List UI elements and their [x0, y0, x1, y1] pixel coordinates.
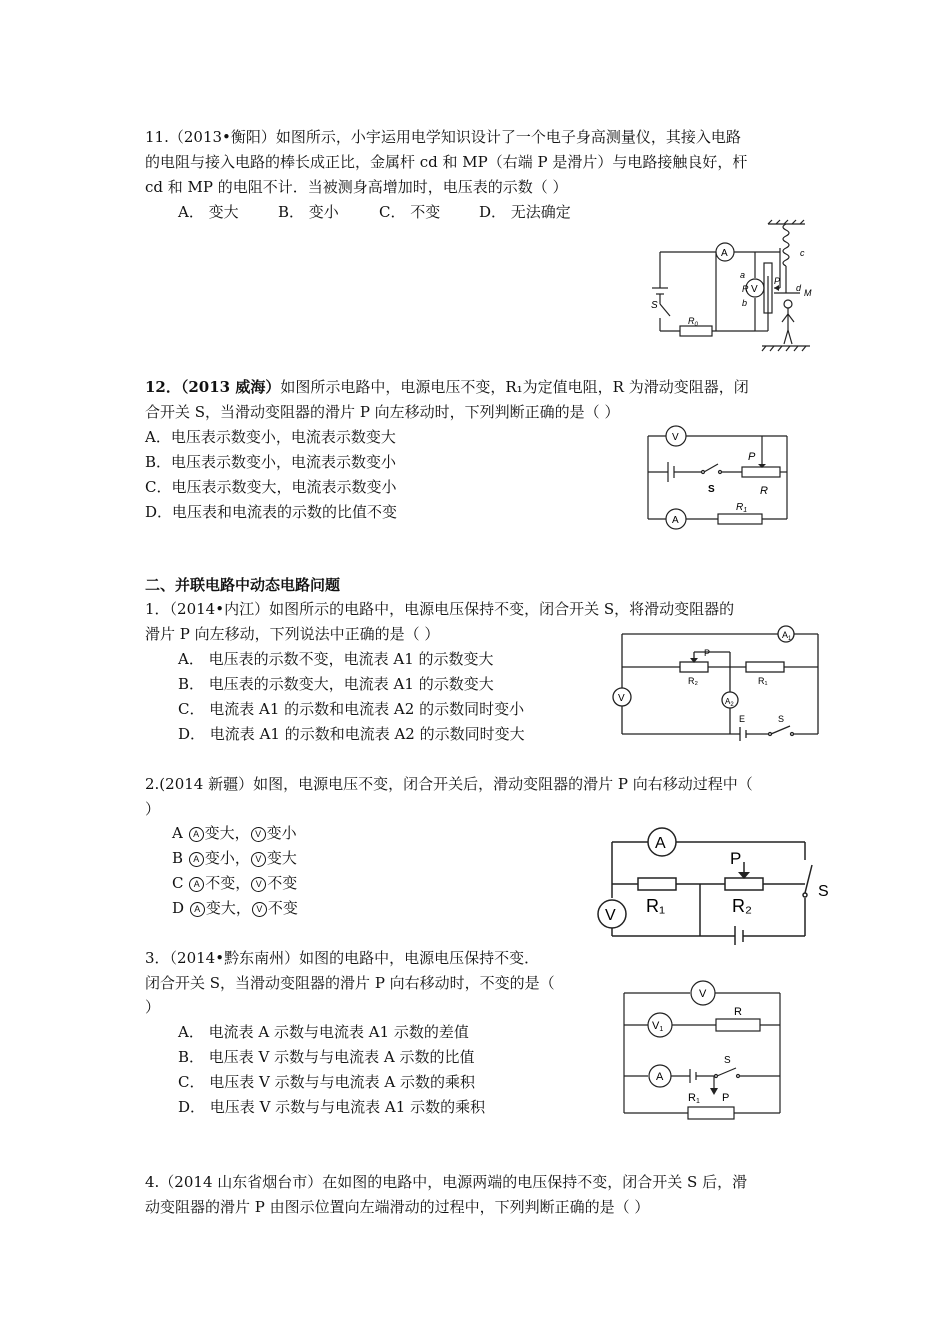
p1-p-label: P	[704, 648, 711, 658]
p3-s-label: S	[724, 1055, 731, 1066]
p3-p-label: P	[722, 1092, 730, 1104]
p3-option-d: D． 电压表 V 示数与与电流表 A1 示数的乘积	[178, 1098, 486, 1116]
q11-r-label: R	[742, 284, 749, 294]
q12-option-a: A．电压表示数变小，电流表示数变大	[145, 428, 396, 446]
q12-circuit-figure	[640, 420, 795, 535]
p3-r1-label: R1	[688, 1092, 700, 1105]
q12-line-1	[145, 376, 749, 398]
voltmeter-icon: V	[251, 877, 266, 892]
p2-circuit-figure	[590, 820, 840, 945]
p4-line-1: 4.（2014 山东省烟台市）在如图的电路中，电源两端的电压保持不变，闭合开关 S 后，滑	[145, 1173, 748, 1191]
p3-line-3: ）	[145, 998, 161, 1016]
p1-r1-label: R₁	[758, 676, 768, 686]
q12-voltmeter-label: V	[672, 432, 679, 443]
p2-p-label: P	[730, 849, 742, 868]
p1-a2-label: $A_2$	[725, 697, 734, 708]
p1-e-label: E	[739, 714, 746, 724]
q12-option-b: B．电压表示数变小，电流表示数变小	[145, 453, 397, 471]
p2-r2-label: R₂	[732, 896, 752, 916]
q11-option-b: B． 变小	[278, 203, 339, 221]
p2-voltmeter-label: V	[605, 907, 616, 924]
p3-option-a: A． 电流表 A 示数与电流表 A1 示数的差值	[178, 1023, 469, 1041]
q12-line-1-rest: 如图所示电路中，电源电压不变，R₁为定值电阻，R 为滑动变阻器，闭	[280, 378, 749, 396]
ammeter-icon: A	[190, 902, 205, 917]
q12-r1-label: $R_1$	[736, 502, 748, 514]
q11-a-label: a	[740, 270, 746, 280]
p1-option-b: B． 电压表的示数变大，电流表 A1 的示数变大	[178, 675, 494, 693]
p1-option-c: C． 电流表 A1 的示数和电流表 A2 的示数同时变小	[178, 700, 525, 718]
p2-option-c: C A 不变， V 不变	[172, 874, 298, 892]
p3-v1-label: V1	[652, 1020, 664, 1033]
ammeter-icon: A	[189, 877, 204, 892]
p1-option-a: A． 电压表的示数不变，电流表 A1 的示数变大	[178, 650, 494, 668]
p2-s-label: S	[818, 883, 829, 900]
q12-ammeter-label: A	[672, 515, 679, 526]
p2-line-1: 2.(2014 新疆）如图，电源电压不变，闭合开关后，滑动变阻器的滑片 P 向右移动过程中（	[145, 775, 753, 793]
p1-s-label: S	[778, 714, 785, 724]
q12-p-label: P	[748, 451, 756, 463]
p2-option-a: A A 变大， V 变小	[172, 824, 297, 842]
p1-line-1: 1．（2014•内江）如图所示的电路中，电源电压保持不变，闭合开关 S，将滑动变阻器的	[145, 600, 735, 618]
p1-a1-label: $A_1$	[782, 630, 792, 642]
q11-m-label: M	[804, 288, 812, 298]
q11-switch-label: S	[651, 300, 658, 311]
p3-option-b: B． 电压表 V 示数与与电流表 A 示数的比值	[178, 1048, 475, 1066]
q11-option-d: D． 无法确定	[479, 203, 571, 221]
q11-p-label: P	[774, 276, 781, 286]
q11-d-label: d	[796, 283, 802, 293]
p3-line-1: 3．（2014•黔东南州）如图的电路中，电源电压保持不变．	[145, 949, 540, 967]
q11-option-a: A． 变大	[178, 203, 239, 221]
q11-height-meter-figure	[650, 218, 820, 356]
q12-r-label: R	[760, 485, 768, 497]
p1-voltmeter-label: V	[618, 693, 625, 704]
voltmeter-icon: V	[251, 827, 266, 842]
p2-line-2: ）	[145, 800, 161, 818]
p2-option-d: D A 变大， V 不变	[172, 899, 298, 917]
q12-head: 12．（2013 威海）	[145, 378, 281, 396]
section-2-title: 二、并联电路中动态电路问题	[145, 576, 341, 594]
voltmeter-icon: V	[252, 902, 267, 917]
ammeter-icon: A	[189, 827, 204, 842]
ammeter-icon: A	[189, 852, 204, 867]
p3-line-2: 闭合开关 S，当滑动变阻器的滑片 P 向右移动时，不变的是（	[145, 974, 555, 992]
q11-b-label: b	[742, 298, 748, 308]
q11-option-c: C． 不变	[379, 203, 441, 221]
p1-circuit-figure	[608, 622, 823, 742]
p3-r-label: R	[734, 1006, 742, 1018]
p3-circuit-figure	[618, 975, 788, 1125]
q12-option-d: D．电压表和电流表的示数的比值不变	[145, 503, 398, 521]
q11-line-1: 11.（2013•衡阳）如图所示，小宇运用电学知识设计了一个电子身高测量仪，其接入电路	[145, 128, 741, 146]
q11-ammeter-label: A	[721, 248, 728, 259]
p2-option-b: B A 变小， V 变大	[172, 849, 297, 867]
p2-r1-label: R₁	[646, 896, 666, 916]
q11-line-3: cd 和 MP 的电阻不计．当被测身高增加时，电压表的示数（ ）	[145, 178, 568, 196]
q12-option-c: C．电压表示数变大，电流表示数变小	[145, 478, 397, 496]
p3-option-c: C． 电压表 V 示数与与电流表 A 示数的乘积	[178, 1073, 475, 1091]
p3-voltmeter-label: V	[699, 988, 707, 1000]
p1-line-2: 滑片 P 向左移动，下列说法中正确的是（ ）	[145, 625, 440, 643]
q12-line-2: 合开关 S，当滑动变阻器的滑片 P 向左移动时，下列判断正确的是（ ）	[145, 403, 620, 421]
p1-r2-label: R₂	[688, 676, 698, 686]
p3-ammeter-label: A	[656, 1071, 664, 1083]
q11-voltmeter-label: V	[751, 284, 758, 295]
voltmeter-icon: V	[251, 852, 266, 867]
p2-ammeter-label: A	[655, 835, 666, 852]
q12-switch-label: S	[708, 484, 715, 495]
p4-line-2: 动变阻器的滑片 P 由图示位置向左端滑动的过程中，下列判断正确的是（ ）	[145, 1198, 650, 1216]
q11-c-label: c	[800, 248, 805, 258]
q11-line-2: 的电阻与接入电路的棒长成正比，金属杆 cd 和 MP（右端 P 是滑片）与电路接触良好，杆	[145, 153, 748, 171]
p1-option-d: D． 电流表 A1 的示数和电流表 A2 的示数同时变大	[178, 725, 525, 743]
q11-r0-label: $R_0$	[688, 316, 698, 328]
